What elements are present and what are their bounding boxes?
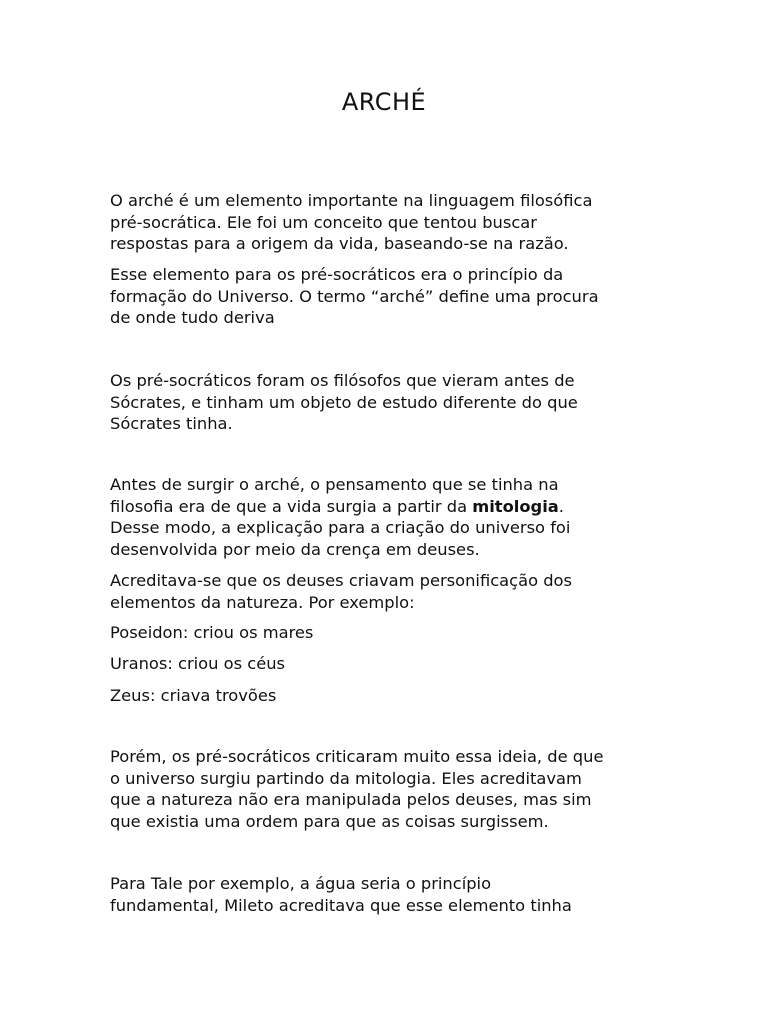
text-line: pré-socrática. Ele foi um conceito que tentou buscar — [110, 212, 537, 232]
paragraph-criticism — [110, 746, 670, 832]
text-line: o universo surgiu partindo da mitologia. Eles acreditavam — [110, 768, 582, 788]
text-line: desenvolvida por meio da crença em deuses. — [110, 539, 480, 559]
example-poseidon — [110, 622, 670, 644]
example-zeus — [110, 685, 670, 707]
text-line: fundamental, Mileto acreditava que esse elemento tinha — [110, 895, 572, 915]
text-line: Acreditava-se que os deuses criavam personificação dos — [110, 571, 572, 590]
text-line: Antes de surgir o arché, o pensamento que se tinha na — [110, 475, 559, 494]
text-segment: . — [558, 496, 564, 516]
document-title: ARCHÉ — [341, 88, 427, 116]
paragraph-tale-water — [110, 873, 670, 916]
paragraph-arche-definition — [110, 190, 670, 255]
text-segment: filosofia era de que a vida surgia a partir da — [110, 496, 473, 516]
text-line: que a natureza não era manipulada pelos deuses, mas sim — [110, 790, 592, 809]
text-line: O arché é um elemento importante na linguagem filosófica — [110, 191, 593, 210]
text-line: Esse elemento para os pré-socráticos era o princípio da — [110, 265, 564, 284]
text-line — [110, 496, 670, 518]
text-line: que existia uma ordem para que as coisas surgissem. — [110, 811, 549, 831]
text-line: Desse modo, a explicação para a criação do universo foi — [110, 518, 571, 537]
text-line: Os pré-socráticos foram os filósofos que vieram antes de — [110, 371, 575, 390]
text-line: Sócrates, e tinham um objeto de estudo diferente do que — [110, 392, 578, 412]
text-line: de onde tudo deriva — [110, 308, 275, 327]
paragraph-gods-personification — [110, 570, 670, 613]
text-line: Porém, os pré-socráticos criticaram muito essa ideia, de que — [110, 747, 604, 766]
text-line: Para Tale por exemplo, a água seria o princípio — [110, 874, 492, 893]
example-uranos — [110, 653, 670, 675]
text-line: Poseidon: criou os mares — [110, 623, 314, 642]
paragraph-mythology — [110, 474, 670, 560]
paragraph-pre-socratics — [110, 370, 670, 435]
text-line: Uranos: criou os céus — [110, 654, 286, 673]
text-line: respostas para a origem da vida, baseando-se na razão. — [110, 234, 569, 253]
text-line: elementos da natureza. Por exemplo: — [110, 592, 415, 612]
text-line: Zeus: criava trovões — [110, 686, 277, 705]
text-line: Sócrates tinha. — [110, 414, 233, 433]
bold-term: mitologia — [472, 496, 559, 516]
paragraph-universe-principle — [110, 264, 670, 329]
text-line: formação do Universo. O termo “arché” define uma procura — [110, 286, 599, 306]
